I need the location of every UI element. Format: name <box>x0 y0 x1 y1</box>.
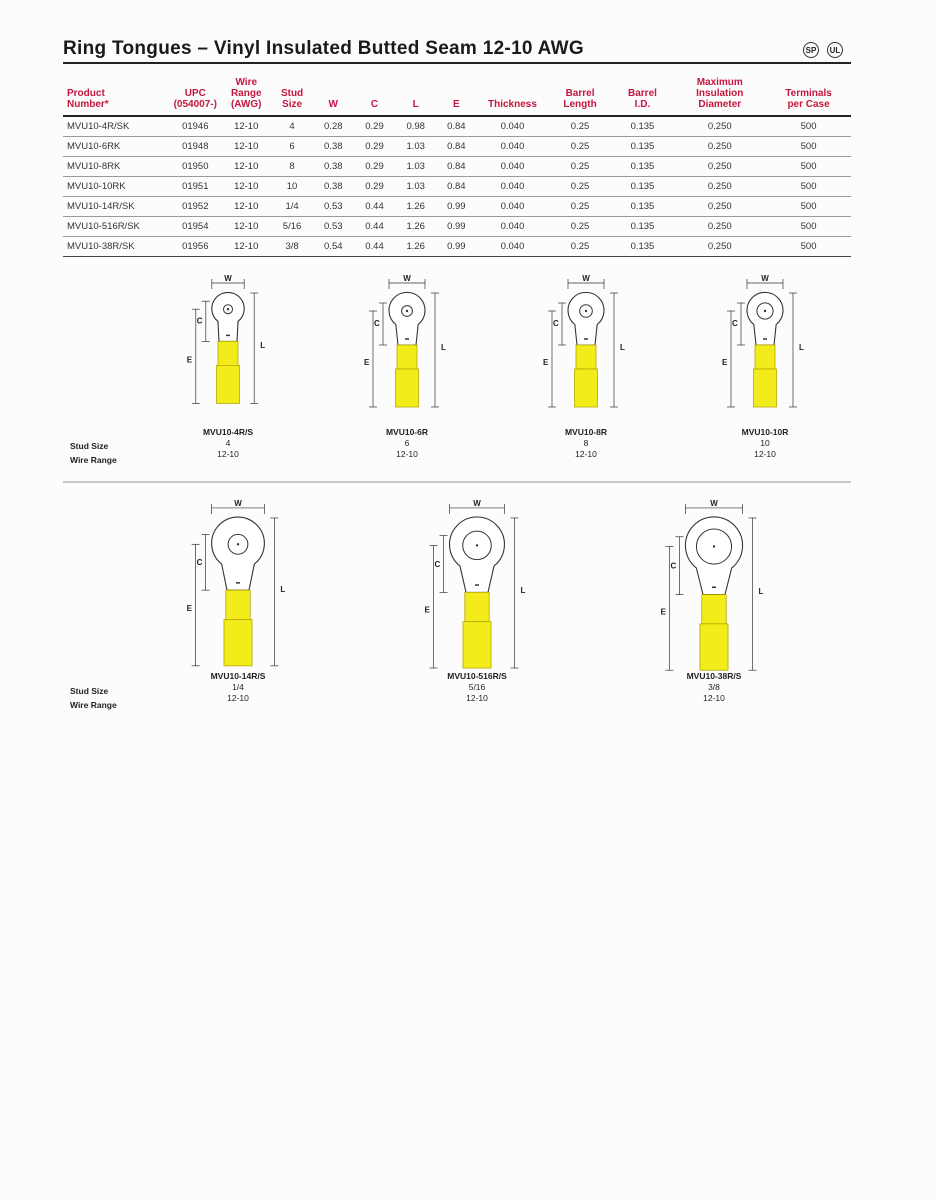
table-cell: 0.53 <box>313 217 354 237</box>
table-cell: 0.44 <box>354 217 395 237</box>
terminal-caption <box>337 427 477 460</box>
column-header <box>476 66 548 116</box>
insulation-sleeve-upper <box>755 345 775 369</box>
table-cell: 0.040 <box>476 217 548 237</box>
l-label: L <box>620 343 625 352</box>
table-cell: 1.03 <box>395 137 436 157</box>
table-cell: 0.135 <box>612 217 674 237</box>
page-title: Ring Tongues – Vinyl Insulated Butted Seam 12-10 AWG <box>63 38 584 59</box>
ring-tongue-outline <box>212 292 244 341</box>
table-cell: 0.135 <box>612 177 674 197</box>
stud-size-label: Stud Size <box>70 686 109 696</box>
table-cell: MVU10-4R/SK <box>63 116 170 137</box>
table-cell: MVU10-516R/SK <box>63 217 170 237</box>
terminal-stud-size: 10 <box>760 438 770 448</box>
c-label: C <box>553 319 559 328</box>
table-cell: 0.25 <box>549 137 612 157</box>
table-cell: 0.44 <box>354 237 395 257</box>
insulation-sleeve-lower <box>396 369 419 407</box>
ring-terminal-drawing <box>347 275 467 415</box>
table-cell: 0.99 <box>436 217 476 237</box>
column-header <box>313 66 354 116</box>
column-header-line: Length <box>563 99 597 110</box>
insulation-sleeve-upper <box>218 341 238 365</box>
csa-mark-icon: SP <box>803 42 819 58</box>
table-cell: 0.38 <box>313 177 354 197</box>
table-cell: 500 <box>766 137 851 157</box>
terminal-model: MVU10-10R <box>741 427 789 437</box>
table-cell: 0.53 <box>313 197 354 217</box>
spec-table <box>63 66 851 257</box>
column-header-line: Insulation <box>696 88 744 99</box>
terminal-model: MVU10-6R <box>385 427 429 437</box>
table-cell: 0.25 <box>549 177 612 197</box>
insulation-sleeve-upper <box>576 345 596 369</box>
title-rule <box>63 62 851 64</box>
table-cell: 0.250 <box>673 217 766 237</box>
terminal-stud-size: 3/8 <box>708 682 720 692</box>
terminal-stud-size: 5/16 <box>468 682 486 692</box>
table-cell: 500 <box>766 177 851 197</box>
w-label: W <box>234 498 242 508</box>
column-header-line: Terminals <box>785 88 832 99</box>
terminal-diagram <box>168 275 288 415</box>
table-cell: 12-10 <box>221 177 271 197</box>
table-cell: 1.03 <box>395 157 436 177</box>
table-cell: 500 <box>766 116 851 137</box>
table-cell: 0.250 <box>673 157 766 177</box>
table-cell: 0.84 <box>436 116 476 137</box>
table-cell: 0.250 <box>673 137 766 157</box>
table-cell: 10 <box>271 177 312 197</box>
table-cell: 0.25 <box>549 217 612 237</box>
terminal-diagram <box>178 496 298 667</box>
table-header-row <box>63 66 851 116</box>
ring-terminal-drawing <box>178 496 298 667</box>
column-header <box>221 66 271 116</box>
terminal-wire-range: 12-10 <box>466 693 488 703</box>
column-header-line: W <box>328 99 338 110</box>
terminal-caption <box>695 427 835 460</box>
table-row <box>63 157 851 177</box>
table-cell: 1/4 <box>271 197 312 217</box>
center-mark <box>406 310 408 312</box>
table-cell: 0.040 <box>476 177 548 197</box>
table-cell: 0.135 <box>612 237 674 257</box>
ring-tongue-outline <box>389 292 425 345</box>
column-header-line: Diameter <box>698 99 742 110</box>
insulation-sleeve-lower <box>463 622 491 668</box>
table-cell: 6 <box>271 137 312 157</box>
terminal-wire-range: 12-10 <box>227 693 249 703</box>
column-header-line: per Case <box>787 99 830 110</box>
e-label: E <box>186 355 193 365</box>
l-label: L <box>441 343 446 352</box>
c-label: C <box>196 558 203 568</box>
table-cell: 12-10 <box>221 137 271 157</box>
insulation-sleeve-lower <box>217 365 240 403</box>
table-cell: MVU10-38R/SK <box>63 237 170 257</box>
column-header-line: Stud <box>280 88 304 99</box>
table-cell: 0.135 <box>612 137 674 157</box>
table-cell: 12-10 <box>221 197 271 217</box>
table-cell: 01948 <box>170 137 222 157</box>
w-label: W <box>710 498 718 508</box>
table-cell: 500 <box>766 217 851 237</box>
table-cell: 0.99 <box>436 237 476 257</box>
c-label: C <box>670 561 677 571</box>
terminal-wire-range: 12-10 <box>754 449 776 459</box>
l-label: L <box>799 343 804 352</box>
table-cell: 0.25 <box>549 116 612 137</box>
ring-terminal-drawing <box>526 275 646 415</box>
column-header-line: L <box>412 99 419 110</box>
ring-terminal-drawing <box>654 496 774 667</box>
terminal-model: MVU10-8R <box>564 427 608 437</box>
column-header-line: Wire <box>235 77 258 88</box>
table-cell: 0.84 <box>436 177 476 197</box>
table-cell: 0.38 <box>313 157 354 177</box>
terminal-stud-size: 6 <box>404 438 410 448</box>
table-cell: 0.44 <box>354 197 395 217</box>
table-cell: 01950 <box>170 157 222 177</box>
column-header-line: C <box>370 99 379 110</box>
table-cell: 1.03 <box>395 177 436 197</box>
insulation-sleeve-upper <box>702 595 726 624</box>
column-header-line: Number* <box>67 99 109 110</box>
column-header <box>612 66 674 116</box>
l-label: L <box>520 585 526 595</box>
c-label: C <box>732 319 738 328</box>
terminal-caption <box>407 671 547 704</box>
ring-terminal-drawing <box>705 275 825 415</box>
ring-terminal-drawing <box>168 275 288 415</box>
table-cell: 0.84 <box>436 137 476 157</box>
table-cell: 0.25 <box>549 157 612 177</box>
column-header <box>354 66 395 116</box>
table-cell: 500 <box>766 197 851 217</box>
column-header <box>271 66 312 116</box>
terminal-model: MVU10-14R/S <box>210 671 266 681</box>
table-cell: 0.28 <box>313 116 354 137</box>
table-row <box>63 197 851 217</box>
table-cell: 0.040 <box>476 116 548 137</box>
insulation-sleeve-upper <box>465 592 489 621</box>
column-header-line: Range <box>230 88 262 99</box>
table-cell: MVU10-6RK <box>63 137 170 157</box>
insulation-sleeve-lower <box>575 369 598 407</box>
w-label: W <box>761 274 769 283</box>
column-header-line: I.D. <box>634 99 651 110</box>
column-header <box>673 66 766 116</box>
table-cell: 0.38 <box>313 137 354 157</box>
column-header-line: Barrel <box>628 88 657 99</box>
e-label: E <box>722 358 728 367</box>
table-cell: 500 <box>766 157 851 177</box>
e-label: E <box>186 604 192 614</box>
table-row <box>63 137 851 157</box>
insulation-sleeve-upper <box>397 345 417 369</box>
table-cell: MVU10-10RK <box>63 177 170 197</box>
l-label: L <box>280 584 286 594</box>
terminal-wire-range: 12-10 <box>575 449 597 459</box>
table-cell: MVU10-14R/SK <box>63 197 170 217</box>
e-label: E <box>424 605 430 615</box>
insulation-sleeve-lower <box>700 624 728 670</box>
terminal-caption <box>516 427 656 460</box>
ring-terminal-drawing <box>417 496 537 667</box>
table-cell: 0.250 <box>673 116 766 137</box>
terminal-wire-range: 12-10 <box>703 693 725 703</box>
center-mark <box>227 308 229 310</box>
table-cell: 0.29 <box>354 157 395 177</box>
insulation-sleeve-upper <box>226 590 250 619</box>
terminal-diagram <box>417 496 537 667</box>
column-header <box>63 66 170 116</box>
terminal-diagram <box>654 496 774 667</box>
column-header-line: UPC <box>184 88 206 99</box>
table-cell: 500 <box>766 237 851 257</box>
insulation-sleeve-lower <box>754 369 777 407</box>
table-cell: 5/16 <box>271 217 312 237</box>
wire-range-label: Wire Range <box>70 700 117 710</box>
table-cell: 0.040 <box>476 157 548 177</box>
table-cell: 0.250 <box>673 237 766 257</box>
table-cell: MVU10-8RK <box>63 157 170 177</box>
table-cell: 01951 <box>170 177 222 197</box>
table-cell: 0.040 <box>476 137 548 157</box>
center-mark <box>713 545 715 547</box>
table-cell: 12-10 <box>221 217 271 237</box>
table-cell: 01952 <box>170 197 222 217</box>
stud-size-label: Stud Size <box>70 441 109 451</box>
w-label: W <box>582 274 590 283</box>
table-cell: 0.25 <box>549 197 612 217</box>
table-row <box>63 237 851 257</box>
terminal-model: MVU10-4R/S <box>202 427 254 437</box>
terminal-model: MVU10-38R/S <box>686 671 742 681</box>
terminal-stud-size: 8 <box>583 438 589 448</box>
table-row <box>63 116 851 137</box>
table-cell: 1.26 <box>395 197 436 217</box>
terminal-wire-range: 12-10 <box>396 449 418 459</box>
column-header-line: Barrel <box>565 88 595 99</box>
c-label: C <box>196 316 203 326</box>
column-header-line: Size <box>282 99 303 110</box>
table-cell: 0.250 <box>673 197 766 217</box>
table-cell: 0.250 <box>673 177 766 197</box>
column-header-line: Maximum <box>696 77 743 88</box>
wire-range-label: Wire Range <box>70 455 117 465</box>
terminal-stud-size: 1/4 <box>232 682 244 692</box>
table-cell: 0.98 <box>395 116 436 137</box>
table-row <box>63 217 851 237</box>
terminal-caption <box>158 427 298 460</box>
column-header-line: (AWG) <box>230 99 262 110</box>
table-cell: 0.29 <box>354 177 395 197</box>
terminal-caption <box>168 671 308 704</box>
l-label: L <box>260 341 266 351</box>
table-body <box>63 116 851 257</box>
e-label: E <box>543 358 549 367</box>
table-cell: 0.84 <box>436 157 476 177</box>
terminal-stud-size: 4 <box>225 438 231 448</box>
e-label: E <box>364 358 370 367</box>
table-cell: 3/8 <box>271 237 312 257</box>
table-cell: 01946 <box>170 116 222 137</box>
section-divider <box>63 481 851 483</box>
column-header-line: Product <box>67 88 105 99</box>
table-cell: 12-10 <box>221 157 271 177</box>
table-cell: 0.29 <box>354 116 395 137</box>
terminal-caption <box>644 671 784 704</box>
column-header <box>766 66 851 116</box>
table-row <box>63 177 851 197</box>
ul-mark-icon: UL <box>827 42 843 58</box>
terminal-diagram <box>526 275 646 415</box>
column-header <box>549 66 612 116</box>
terminal-model: MVU10-516R/S <box>447 671 507 681</box>
column-header-line: Thickness <box>488 99 537 110</box>
l-label: L <box>758 587 764 597</box>
table-cell: 0.040 <box>476 237 548 257</box>
center-mark <box>764 310 766 312</box>
table-cell: 0.25 <box>549 237 612 257</box>
terminal-diagram <box>705 275 825 415</box>
table-cell: 01954 <box>170 217 222 237</box>
w-label: W <box>224 274 232 283</box>
c-label: C <box>434 559 441 569</box>
table-cell: 0.135 <box>612 116 674 137</box>
column-header-line: E <box>453 99 460 110</box>
column-header <box>436 66 476 116</box>
table-cell: 0.54 <box>313 237 354 257</box>
column-header <box>170 66 222 116</box>
e-label: E <box>660 607 666 617</box>
table-cell: 1.26 <box>395 237 436 257</box>
table-cell: 0.99 <box>436 197 476 217</box>
center-mark <box>237 543 239 545</box>
table-cell: 12-10 <box>221 237 271 257</box>
table-cell: 1.26 <box>395 217 436 237</box>
table-cell: 12-10 <box>221 116 271 137</box>
center-mark <box>476 544 478 546</box>
terminal-wire-range: 12-10 <box>217 449 239 459</box>
table-cell: 0.135 <box>612 197 674 217</box>
table-cell: 4 <box>271 116 312 137</box>
column-header-line: (054007-) <box>173 99 217 110</box>
terminal-diagram <box>347 275 467 415</box>
table-cell: 8 <box>271 157 312 177</box>
table-cell: 0.135 <box>612 157 674 177</box>
table-cell: 01956 <box>170 237 222 257</box>
c-label: C <box>374 319 380 328</box>
ring-tongue-outline <box>568 292 604 345</box>
table-cell: 0.040 <box>476 197 548 217</box>
w-label: W <box>403 274 411 283</box>
w-label: W <box>473 498 481 508</box>
table-cell: 0.29 <box>354 137 395 157</box>
insulation-sleeve-lower <box>224 619 252 665</box>
center-mark <box>585 310 587 312</box>
column-header <box>395 66 436 116</box>
